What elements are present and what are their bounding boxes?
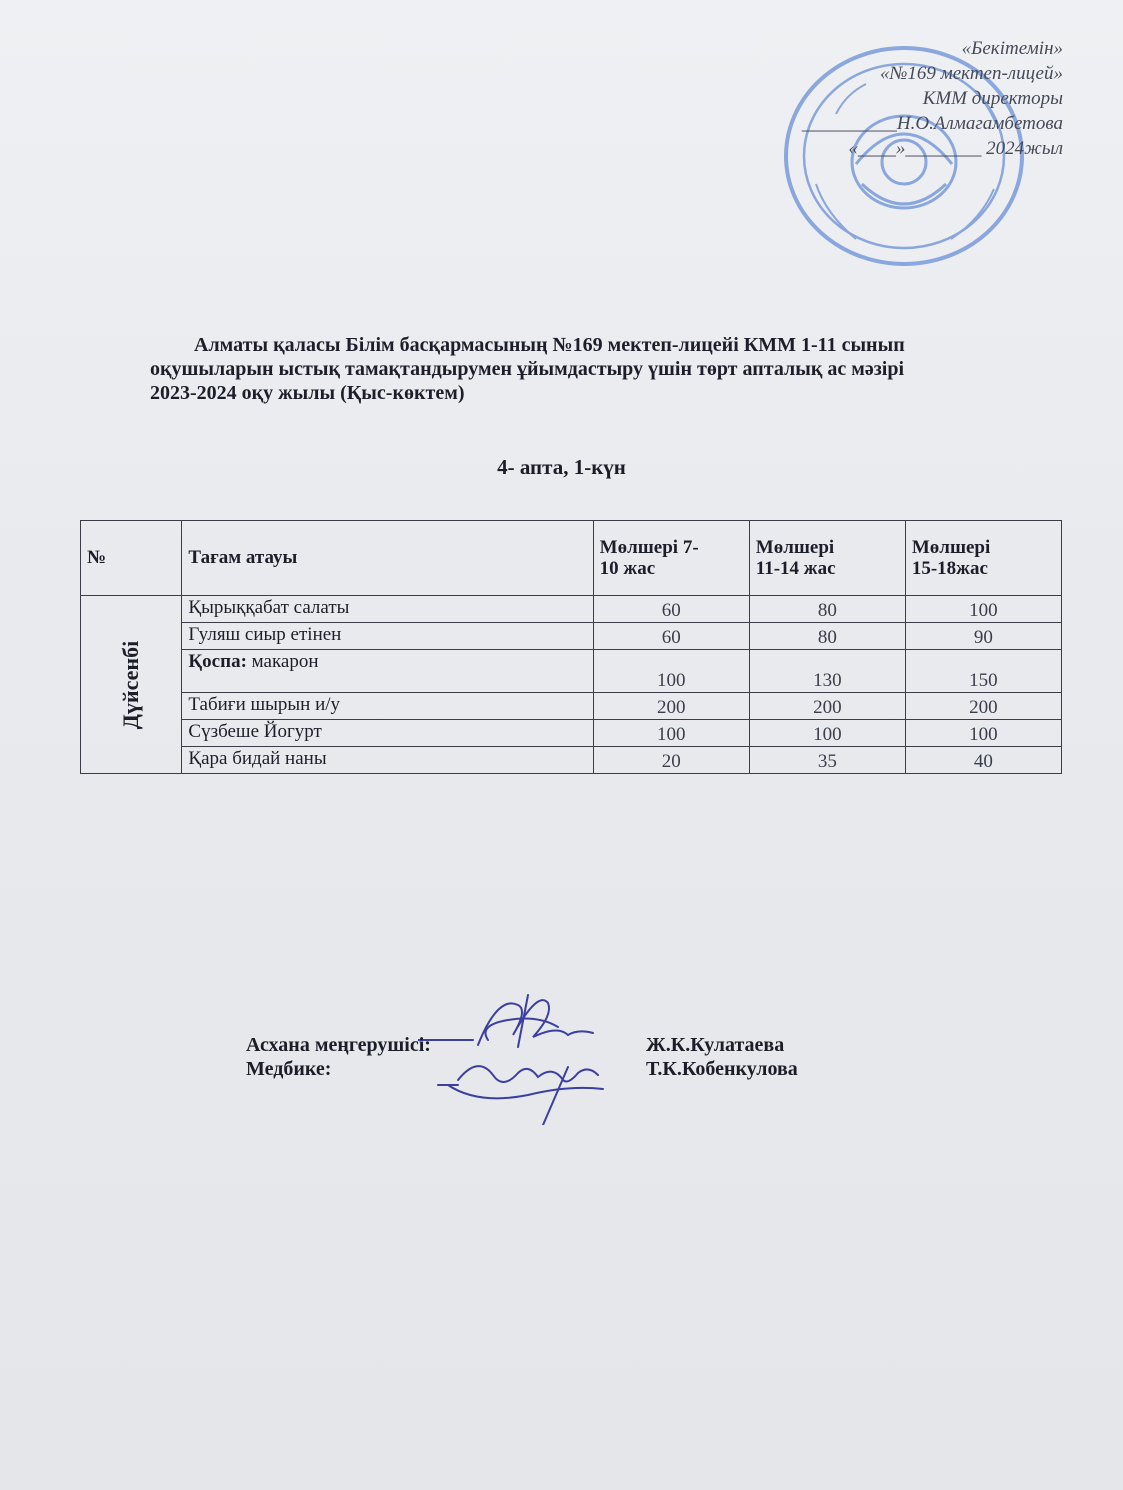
dish-name: Сүзбеше Йогурт [182,720,593,747]
qty-cell: 80 [749,596,905,623]
signatures-block [246,1033,886,1081]
header-text: Мөлшері [755,537,835,558]
signer-role: Медбике: [246,1058,332,1080]
approval-block [723,36,1063,161]
signature-row [246,1033,886,1057]
header-qty-15-18 [905,521,1061,596]
qty-cell: 100 [749,720,905,747]
qty-cell: 130 [749,650,905,693]
dish-name: Табиғи шырын и/у [182,693,593,720]
signer-name: Т.К.Кобенкулова [646,1058,798,1080]
qty-cell: 100 [593,720,749,747]
week-day-subtitle: 4- апта, 1-күн [497,455,626,479]
dish-name [182,650,593,693]
header-text: Мөлшері 7- [599,537,699,558]
qty-cell: 80 [749,623,905,650]
dish-prefix: Қоспа: [188,651,247,672]
dish-name-text: макарон [246,651,319,672]
title-line: оқушыларын ыстық тамақтандырумен ұйымдастыру үшін төрт апталық ас мәзірі [150,358,905,380]
qty-cell: 200 [593,693,749,720]
table-row [81,720,1062,747]
approval-line: КММ директоры [922,88,1063,109]
header-text: 15-18жас [911,558,988,579]
qty-cell: 100 [593,650,749,693]
qty-cell: 60 [593,623,749,650]
header-dish-name: Тағам атауы [182,521,593,596]
approval-line: «____»________ 2024жыл [848,138,1063,159]
qty-cell: 200 [749,693,905,720]
signer-role: Асхана меңгерушісі: [246,1034,431,1056]
header-text: 10 жас [599,558,656,579]
header-qty-11-14 [749,521,905,596]
table-row [81,650,1062,693]
header-text: Мөлшері [911,537,991,558]
title-line: 2023-2024 оқу жылы (Қыс-көктем) [150,382,465,404]
qty-cell: 60 [593,596,749,623]
table-row [81,693,1062,720]
approval-line: __________Н.О.Алмагамбетова [801,113,1063,134]
signature-row [246,1057,886,1081]
table-row [81,623,1062,650]
approval-line: «Бекітемін» [961,38,1063,59]
qty-cell: 150 [905,650,1061,693]
title-line: Алматы қаласы Білім басқармасының №169 мектеп-лицейі КММ 1-11 сынып [194,334,905,356]
menu-table [80,520,1062,774]
qty-cell: 20 [593,747,749,774]
header-text: 11-14 жас [755,558,836,579]
qty-cell: 35 [749,747,905,774]
qty-cell: 40 [905,747,1061,774]
dish-name: Қырыққабат салаты [182,596,593,623]
qty-cell: 100 [905,720,1061,747]
dish-name: Қара бидай наны [182,747,593,774]
day-label: Дүйсенбі [118,640,144,729]
day-cell [81,596,182,774]
table-row [81,596,1062,623]
document-title [150,333,1050,405]
qty-cell: 90 [905,623,1061,650]
table-header-row [81,521,1062,596]
qty-cell: 200 [905,693,1061,720]
header-number: № [81,521,182,596]
header-qty-7-10 [593,521,749,596]
table-row [81,747,1062,774]
dish-name: Гуляш сиыр етінен [182,623,593,650]
signer-name: Ж.К.Кулатаева [646,1034,785,1056]
approval-line: «№169 мектеп-лицей» [879,63,1063,84]
qty-cell: 100 [905,596,1061,623]
